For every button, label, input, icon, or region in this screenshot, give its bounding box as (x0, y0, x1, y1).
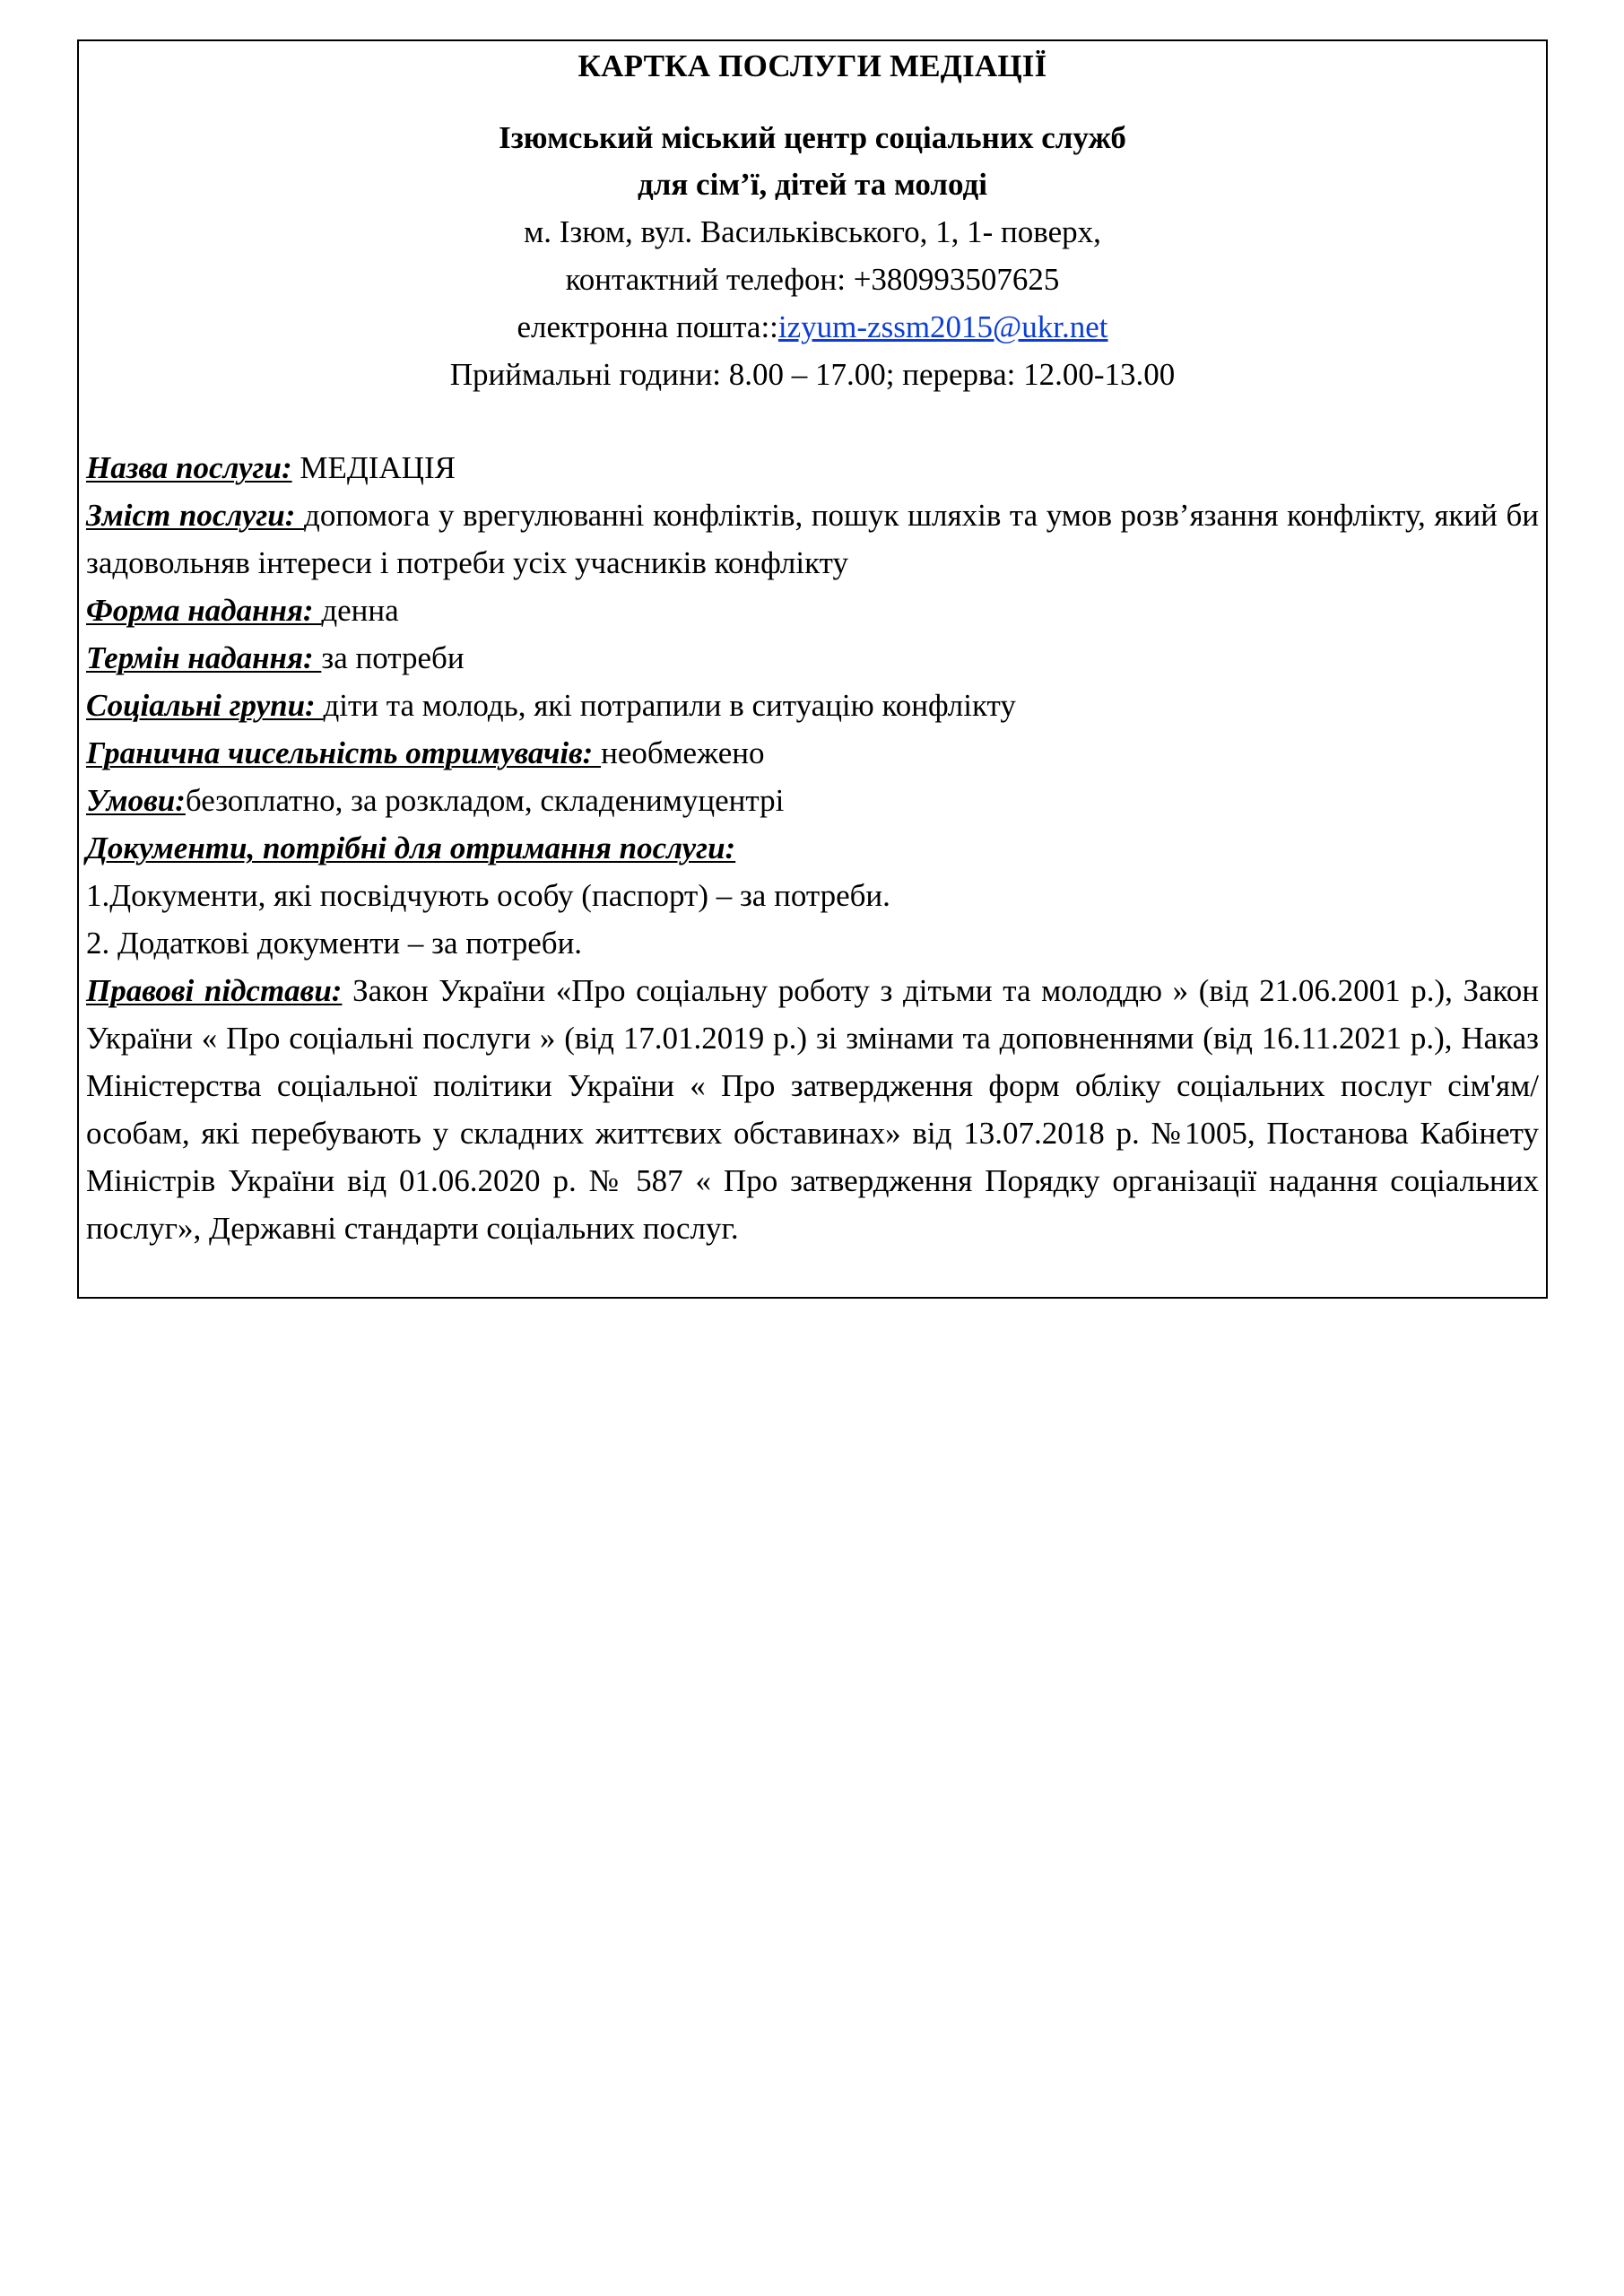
limit-label: Гранична чисельність отримувачів: (86, 735, 602, 770)
service-name-row (86, 444, 1539, 491)
content-value: допомога у врегулюванні конфліктів, пошук шляхів та умов розв’язання конфлікту, який би задовольняв інтереси і потреби усіх учасників конфлікту (86, 498, 1540, 580)
content-label: Зміст послуги: (86, 498, 305, 533)
conditions-row (86, 777, 1539, 824)
form-value: денна (321, 593, 399, 628)
conditions-value: безоплатно, за розкладом, складенимуцентрі (185, 783, 785, 818)
legal-basis-value: Закон України «Про соціальну роботу з дітьми та молоддю » (від 21.06.2001 р.), Закон України « Про соціальні послуги » (від 17.01.2019 р.) зі змінами та доповненнями (від 16.11.2021 р.), Наказ Міністерства соціальної політики України « Про затвердження форм обліку соціальних послуг сім'ям/особам, які перебувають у складних життєвих обставинах» від 13.07.2018 р. №1005, Постанова Кабінету Міністрів України від 01.06.2020 р. № 587 « Про затвердження Порядку організації надання соціальних послуг», Державні стандарти соціальних послуг. (86, 973, 1539, 1246)
card-title: КАРТКА ПОСЛУГИ МЕДІАЦІЇ (578, 48, 1047, 83)
email-link[interactable]: izyum-zssm2015@ukr.net (777, 309, 1108, 344)
limit-row (86, 729, 1539, 777)
legal-basis-label: Правові підстави: (86, 973, 343, 1008)
documents-item-1: 1.Документи, які посвідчують особу (паспорт) – за потреби. (86, 878, 890, 913)
form-row (86, 587, 1539, 634)
contact-block (86, 208, 1539, 398)
office-hours: Приймальні години: 8.00 – 17.00; перерва: 12.00-13.00 (449, 357, 1176, 392)
service-name-value: МЕДІАЦІЯ (291, 450, 456, 485)
organization-name-line2: для сім’ї, дітей та молоді (638, 167, 987, 202)
conditions-label: Умови: (86, 783, 186, 818)
organization-name (86, 115, 1539, 208)
address: м. Ізюм, вул. Васильківського, 1, 1- поверх, (524, 214, 1101, 249)
phone: контактний телефон: +380993507625 (565, 262, 1060, 297)
term-label: Термін надання: (86, 640, 322, 675)
service-name-label: Назва послуги: (86, 450, 292, 485)
documents-label: Документи, потрібні для отримання послуги: (86, 831, 736, 865)
organization-name-line1: Ізюмський міський центр соціальних служб (499, 120, 1126, 155)
groups-row (86, 682, 1539, 729)
term-row (86, 634, 1539, 682)
groups-label: Соціальні групи: (86, 688, 324, 723)
limit-value: необмежено (601, 735, 765, 770)
form-label: Форма надання: (86, 593, 322, 628)
documents-row (86, 824, 1539, 872)
email-label: електронна пошта:: (517, 309, 778, 344)
service-card (77, 39, 1548, 1299)
groups-value: діти та молодь, які потрапили в ситуацію конфлікту (323, 688, 1016, 723)
legal-basis-row (86, 967, 1539, 1252)
documents-item-2: 2. Додаткові документи – за потреби. (86, 926, 583, 961)
content-row (86, 491, 1539, 587)
email-line (86, 303, 1539, 351)
service-details (86, 444, 1539, 1252)
term-value: за потреби (321, 640, 465, 675)
